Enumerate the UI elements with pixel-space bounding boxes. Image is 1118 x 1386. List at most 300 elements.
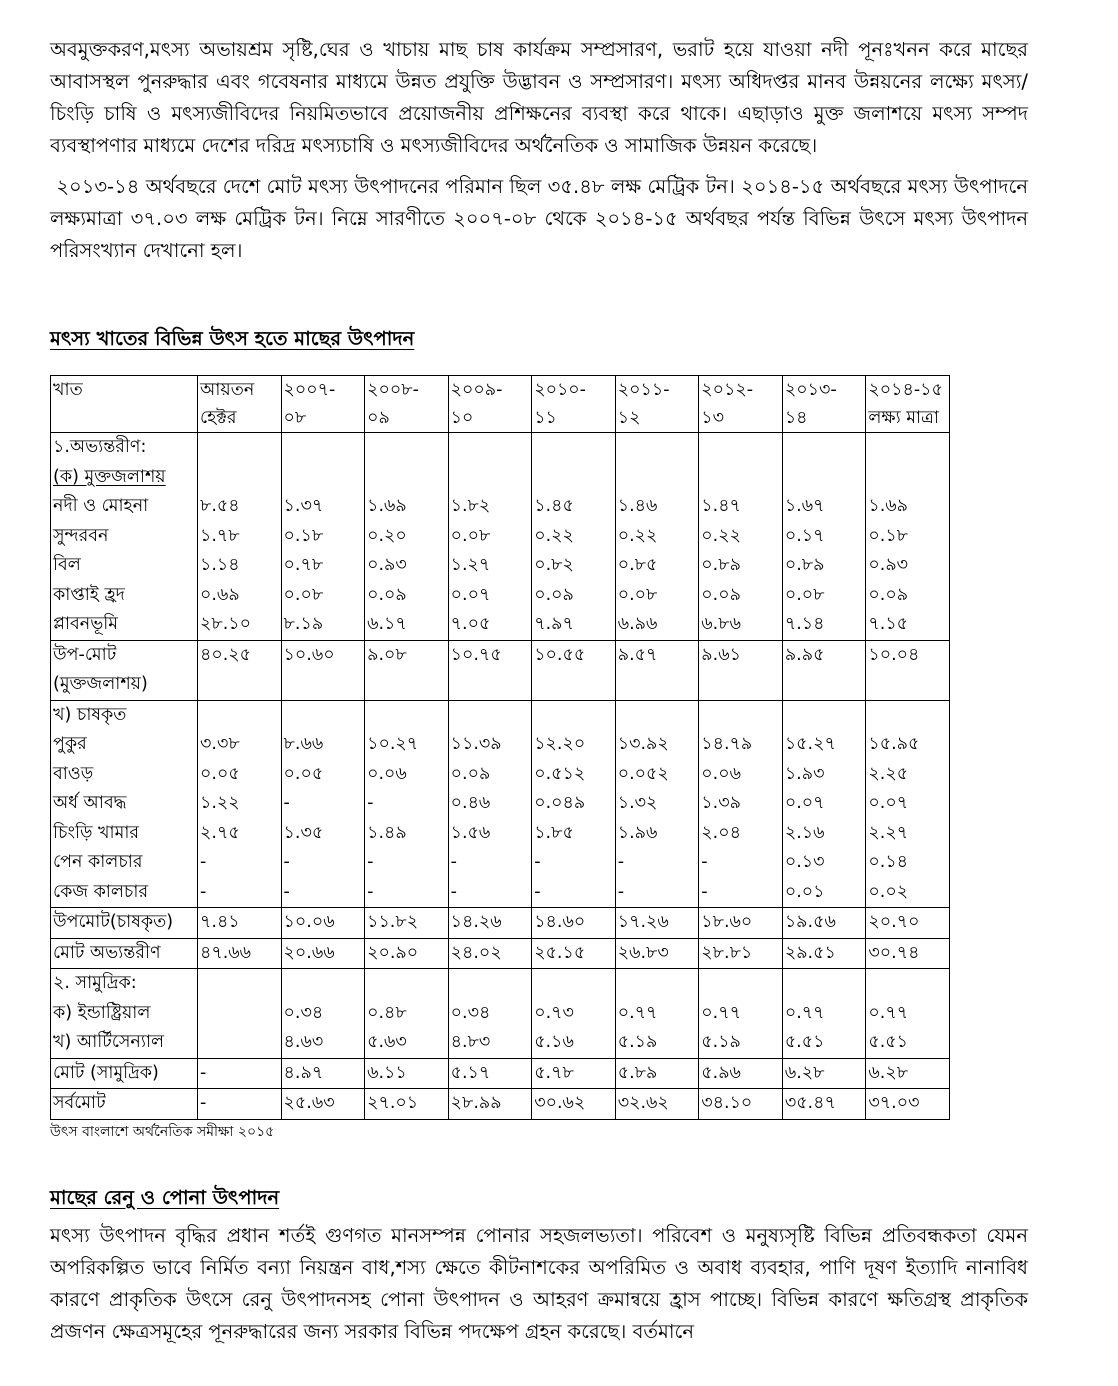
cell-value [618,670,697,700]
value-cell [281,938,365,969]
cell-value: ০.৯৩ [868,555,909,575]
value-cell [532,640,616,700]
value-cell [532,700,616,908]
value-cell [699,969,783,1059]
value-cell [365,1058,449,1089]
cell-value: ০.৪৬ [450,793,491,813]
cell-value: - [283,852,290,872]
spacer-line [785,463,864,493]
header-cell-line: হেক্টর [200,408,237,428]
cell-value: ০.১৮ [868,525,909,546]
intro-paragraph: অবমুক্তকরণ,মৎস্য অভায়শ্রম সৃষ্টি,ঘের ও খাচায় মাছ চাষ কার্যক্রম সম্প্রসারণ, ভরাট হয়ে যাওয়া নদী পূনঃখনন করে মাছের আবাসস্থল পুনরুদ্ধার এবং গবেষনার মাধ্যমে উন্নত প্রযুক্তি উদ্ভাবন ও সম্প্রসারণ। মৎস্য অধিদপ্তর মানব উন্নয়নের লক্ষ্যে মৎস্য/চিংড়ি চাষি ও মৎস্যজীবিদের নিয়মিতভাবে প্রয়োজনীয় প্রশিক্ষনের ব্যবস্থা করে থাকে। এছাড়াও মুক্ত জলাশয়ে মৎস্য সম্পদ ব্যবস্থাপণার মাধ্যমে দেশের দরিদ্র মৎস্যচাষি ও মৎস্যজীবিদের অর্থনৈতিক ও সামাজিক উন্নয়ন করেছে। [50,38,1028,157]
header-cell [281,376,365,433]
cell-value: - [367,793,374,813]
cell-value [367,670,446,700]
value-cell [782,433,866,641]
row-label: পেন কালচার [53,852,143,872]
cell-value [200,999,279,1029]
value-cell [281,433,365,641]
spacer-line [618,969,697,999]
cell-value: - [534,881,541,902]
cell-value: ১.৪৫ [534,496,574,516]
cell-value: ৫.৯৬ [701,1062,741,1083]
cell-value [701,670,780,700]
value-cell [699,1089,783,1120]
row-label: ক) ইন্ডাষ্ট্রিয়াল [53,1002,151,1023]
value-cell [615,908,699,939]
cell-value: - [534,852,541,872]
value-cell [699,640,783,700]
value-cell [532,908,616,939]
value-cell [532,433,616,641]
row-label: অর্ধ আবদ্ধ [53,793,127,813]
cell-value: - [617,852,625,872]
cell-value: ৪.৮৩ [450,1032,491,1052]
cell-value: ১.৭৮ [200,525,240,546]
spacer-line [451,433,530,463]
cell-value: ০.৮২ [534,555,574,575]
fish-production-table [50,375,950,1120]
cell-value: ৩২.৬২ [617,1093,669,1113]
spacer-line [534,463,613,493]
cell-value [868,670,947,700]
cell-value: ০.০৬ [701,763,741,784]
value-cell [198,938,282,969]
cell-value: ৬.১৭ [367,614,407,634]
cell-value: ০.৭৭ [617,1002,658,1023]
value-cell [281,640,365,700]
cell-value: ৭.৪১ [200,912,240,932]
table-row [51,908,950,939]
spacer-line [367,969,446,999]
cell-value: ২০.৬৬ [283,942,335,963]
value-cell [615,1058,699,1089]
cell-value: ৪.৬৩ [283,1032,324,1052]
value-cell [782,969,866,1059]
cell-value: - [200,1062,207,1083]
cell-value: ৫.৫১ [784,1032,825,1052]
spacer-line [284,701,363,731]
cell-value: ৩.৩৮ [200,734,240,754]
spacer-line [451,463,530,493]
cell-value: - [200,1093,207,1113]
cell-value: - [200,881,207,902]
table-row [51,938,950,969]
row-label: প্লাবনভূমি [53,614,118,634]
cell-value: ৯.৯৫ [784,644,825,665]
spacer-line [868,463,947,493]
cell-value: ১.৩২ [617,793,658,813]
cell-value: ১৪.৭৯ [701,734,753,754]
table-row [51,433,950,641]
table-row [51,1058,950,1089]
value-cell [699,1058,783,1089]
header-cell-line: আয়তন [200,380,255,400]
header-cell-line: ২০০৮- [367,380,419,400]
cell-value: ১.৯৬ [617,822,658,843]
header-cell [866,376,950,433]
cell-value: ০.২২ [534,525,574,546]
cell-value: ৮.১৯ [283,614,324,634]
cell-value: ৪.৯৭ [283,1062,324,1083]
value-cell [532,1058,616,1089]
spacer-line [785,969,864,999]
spacer-line [701,969,780,999]
value-cell [866,700,950,908]
value-cell [866,938,950,969]
cell-value: ০.০৭ [784,793,825,813]
cell-value: ০.০২ [868,881,909,902]
production-paragraph: ২০১৩-১৪ অর্থবছরে দেশে মোট মৎস্য উৎপাদনের পরিমান ছিল ৩৫.৪৮ লক্ষ মেট্রিক টন। ২০১৪-১৫ অর্থবছরে মৎস্য উৎপাদনে লক্ষ্যমাত্রা ৩৭.০৩ লক্ষ মেট্রিক টন। নিম্নে সারণীতে ২০০৭-০৮ থেকে ২০১৪-১৫ অর্থবছর পর্যন্ত বিভিন্ন উৎসে মৎস্য উৎপাদন পরিসংখ্যান দেখানো হল। [50,175,1035,262]
value-cell [866,969,950,1059]
cell-value: ৫.৮৯ [617,1062,658,1083]
cell-value: ১৪.৬০ [534,912,586,932]
value-cell [448,969,532,1059]
cell-value: ০.০৮ [283,584,324,605]
header-cell-line: ১২ [617,408,641,428]
cell-value: ০.৭৭ [868,1002,909,1023]
value-cell [615,969,699,1059]
row-label: পুকুর [53,734,87,754]
document-page [50,34,1035,1348]
cell-value: ২৮.৮১ [701,942,753,963]
cell-value: - [283,793,290,813]
cell-value: ০.৫১২ [534,763,586,784]
cell-value [200,670,279,700]
header-cell-line: ২০১৪-১৫ [868,380,943,400]
header-cell-line: ০৮ [283,408,307,428]
spacer-line [618,433,697,463]
cell-value: ২৮.১০ [200,614,252,634]
table-title: মৎস্য খাতের বিভিন্ন উৎস হতে মাছের উৎপাদন [50,327,415,350]
cell-value: ০.০৬ [367,763,407,784]
cell-value: ১১.৮২ [367,912,419,932]
value-cell [615,1089,699,1120]
cell-value: ০.২০ [367,525,407,546]
cell-value: ২৪.০২ [450,942,502,963]
value-cell [198,433,282,641]
cell-value: ০.৭৭ [701,1002,741,1023]
cell-value: ৬.৮৬ [701,614,741,634]
cell-value: ১৯.৫৬ [784,912,836,932]
cell-value: ১.৮২ [450,496,491,516]
cell-value: ২.২৭ [868,822,909,843]
cell-value: ২.৭৫ [200,822,240,843]
header-cell-line: ০৯ [367,408,390,428]
spacer-line [451,969,530,999]
header-cell-line: লক্ষ্য মাত্রা [868,408,939,428]
cell-value: ৮.৬৬ [283,734,324,754]
cell-value: ২.১৬ [784,822,825,843]
cell-value: ০.৭৩ [534,1002,574,1023]
cell-value: ০.০৭ [868,793,909,813]
cell-value: ২৫.৬৩ [283,1093,335,1113]
row-label-cell [51,1089,198,1120]
cell-value: - [367,881,374,902]
group-label: ২. সামুদ্রিক: [53,973,137,993]
section2-paragraph: মৎস্য উৎপাদন বৃদ্ধির প্রধান শর্তই গুণগত মানসম্পন্ন পোনার সহজলভ্যতা। পরিবেশ ও মনুষ্যসৃষ্টি বিভিন্ন প্রতিবন্ধকতা যেমন অপরিকল্পিত ভাবে নির্মিত বন্যা নিয়ন্ত্রন বাধ,শস্য ক্ষেতে কীটনাশকের অপরিমিত ও অবাধ ব্যবহার, পাণি দূষণ ইত্যাদি নানাবিধ কারণে প্রাকৃতিক উৎসে রেনু উৎপাদনসহ পোনা উৎপাদন ও আহরণ ক্রমান্বয়ে হ্রাস পাচ্ছে। বিভিন্ন কারণে ক্ষতিগ্রস্থ প্রাকৃতিক প্রজণন ক্ষেত্রসমূহের পূনরুদ্ধারের জন্য সরকার বিভিন্ন পদক্ষেপ গ্রহন করেছে। বর্তমানে [50,1223,1028,1343]
cell-value: ০.৮৯ [701,555,741,575]
row-label: মোট (সামুদ্রিক) [53,1062,159,1083]
spacer-line [868,433,947,463]
cell-value: ১২.২০ [534,734,586,754]
cell-value: ৬.২৮ [868,1062,909,1083]
spacer-line [701,701,780,731]
cell-value: ১.১৪ [200,555,240,575]
row-label-cell [51,700,198,908]
cell-value: - [200,852,207,872]
value-cell [281,969,365,1059]
cell-value: ২৮.৯৯ [450,1093,502,1113]
spacer-line [200,969,279,999]
spacer-line [534,701,613,731]
row-label: চিংড়ি খামার [53,822,140,843]
cell-value: ৫.১৯ [701,1032,741,1052]
value-cell [281,1058,365,1089]
cell-value: ২.০৪ [701,822,741,843]
cell-value: ১০.০৬ [283,912,335,932]
cell-value: ১৩.৯২ [617,734,669,754]
cell-value: ১০.২৭ [367,734,419,754]
spacer-line [534,969,613,999]
spacer-line [284,463,363,493]
cell-value: ২০.৭০ [868,912,920,932]
value-cell [782,640,866,700]
cell-value: ৪০.২৫ [200,644,252,665]
cell-value: ১৭.২৬ [617,912,669,932]
cell-value: ০.১৪ [868,852,909,872]
header-cell [198,376,282,433]
cell-value: ১.৮৫ [534,822,574,843]
cell-value: - [701,881,708,902]
value-cell [866,1058,950,1089]
row-label-cell [51,640,198,700]
header-cell-line: খাত [53,380,83,400]
spacer-line [451,701,530,731]
cell-value [534,670,613,700]
group-label: (ক) মুক্তজলাশয় [53,466,166,487]
header-cell-line: ১১ [534,408,557,428]
row-label-cell [51,969,198,1059]
value-cell [782,1089,866,1120]
cell-value [451,670,530,700]
header-cell-line: ১৩ [701,408,725,428]
cell-value: ৩৪.১০ [701,1093,753,1113]
header-cell [365,376,449,433]
value-cell [198,1058,282,1089]
cell-value: ১.৬৯ [868,496,909,516]
value-cell [448,908,532,939]
spacer-line [200,701,279,731]
cell-value: ০.০৯ [868,584,909,605]
header-cell-line: ২০১২- [701,380,754,400]
cell-value: ৫.১৭ [450,1062,491,1083]
row-label: বিল [53,555,81,575]
header-cell [448,376,532,433]
source-note: উৎস বাংলাশে অর্থনৈতিক সমীক্ষা ২০১৫ [50,1123,275,1140]
value-cell [281,700,365,908]
cell-value: ২.২৫ [868,763,909,784]
cell-value: ০.০৫২ [617,763,669,784]
header-cell-line: ২০০৯- [450,380,503,400]
header-cell [615,376,699,433]
value-cell [699,938,783,969]
cell-value: ৫.৫১ [868,1032,909,1052]
value-cell [365,433,449,641]
cell-value: ০.১৭ [784,525,825,546]
cell-value: ১.৪৯ [367,822,407,843]
spacer-line [200,433,279,463]
spacer-line [284,433,363,463]
table-row [51,1089,950,1120]
cell-value: ১৫.৯৫ [868,734,920,754]
header-cell-line: ২০১৩- [784,380,837,400]
cell-value: ২৫.১৫ [534,942,586,963]
value-cell [198,1089,282,1120]
group-label: ১.অভ্যন্তরীণ: [53,437,147,457]
cell-value: ০.৭৮ [283,555,324,575]
cell-value: ৯.৬১ [701,644,741,665]
spacer-line [200,463,279,493]
table-row [51,640,950,700]
cell-value: ৬.১১ [367,1062,407,1083]
cell-value: ১.২২ [200,793,240,813]
cell-value [284,670,363,700]
cell-value: ৩০.৬২ [534,1093,586,1113]
table-row [51,700,950,908]
cell-value: - [367,852,374,872]
cell-value: ৪৭.৬৬ [200,942,252,963]
cell-value: ০.২২ [701,525,741,546]
cell-value: ০.৯৩ [367,555,407,575]
cell-value: ১.৬৭ [784,496,825,516]
row-label: (মুক্তজলাশয়) [53,674,148,694]
spacer-line [868,969,947,999]
value-cell [699,908,783,939]
group-label: খ) চাষকৃত [53,704,127,725]
value-cell [448,640,532,700]
cell-value: - [450,881,457,902]
cell-value: ৫.১৯ [617,1032,658,1052]
cell-value: ২৯.৫১ [784,942,836,963]
value-cell [198,969,282,1059]
cell-value: ৩৫.৪৭ [784,1093,836,1113]
spacer-line [701,433,780,463]
cell-value: ৬.৯৬ [617,614,658,634]
cell-value: ১.৪৭ [701,496,741,516]
header-cell-line: ২০১০- [534,380,586,400]
cell-value: ০.৮৫ [617,555,658,575]
value-cell [448,433,532,641]
value-cell [365,908,449,939]
cell-value: ০.০৯ [367,584,407,605]
value-cell [615,640,699,700]
header-cell-line: ২০১১- [617,380,670,400]
value-cell [782,1058,866,1089]
cell-value: ১৪.২৬ [450,912,502,932]
value-cell [365,700,449,908]
value-cell [866,640,950,700]
cell-value: ১.২৭ [450,555,491,575]
row-label-cell [51,1058,198,1089]
cell-value: ০.১৮ [283,525,324,546]
cell-value: ১০.৬০ [283,644,335,665]
row-label-cell [51,908,198,939]
table-row [51,969,950,1059]
spacer-line [785,701,864,731]
value-cell [198,908,282,939]
header-cell [782,376,866,433]
spacer-line [367,463,446,493]
value-cell [866,433,950,641]
cell-value: ১.৪৬ [617,496,658,516]
cell-value: ০.০৮ [450,525,491,546]
cell-value: ১০.০৪ [868,644,920,665]
row-label: বাওড় [53,763,94,784]
cell-value: ১০.৭৫ [450,644,502,665]
cell-value: ০.০৪৯ [534,793,586,813]
cell-value [785,670,864,700]
value-cell [365,1089,449,1120]
spacer-line [785,433,864,463]
cell-value: ০.০১ [784,881,825,902]
cell-value: - [617,881,625,902]
cell-value [200,1028,279,1058]
cell-value: ২৬.৮৩ [617,942,669,963]
cell-value: ০.০৫ [283,763,324,784]
cell-value: ০.৮৯ [784,555,825,575]
cell-value: ১.৩৫ [283,822,324,843]
value-cell [365,640,449,700]
cell-value: ৯.৫৭ [617,644,658,665]
row-label: কাপ্তাই হ্রদ [53,584,125,605]
cell-value: ০.০৫ [200,763,240,784]
cell-value: ০.০৯ [534,584,574,605]
cell-value: ০.০৯ [701,584,741,605]
value-cell [365,938,449,969]
cell-value: ০.১৩ [784,852,825,872]
cell-value: ০.৭৭ [784,1002,825,1023]
cell-value: - [283,881,290,902]
cell-value: ৫.৬৩ [367,1032,407,1052]
value-cell [448,1089,532,1120]
header-cell [699,376,783,433]
cell-value: ০.২২ [617,525,658,546]
row-label-cell [51,938,198,969]
spacer-line [534,433,613,463]
row-label: কেজ কালচার [53,881,149,902]
value-cell [782,908,866,939]
cell-value: ০.৩৪ [283,1002,324,1023]
value-cell [532,1089,616,1120]
value-cell [532,938,616,969]
row-label: উপমোট(চাষকৃত) [53,912,174,932]
cell-value: ৩৭.০৩ [868,1093,920,1113]
spacer-line [701,463,780,493]
spacer-line [618,701,697,731]
cell-value: ০.৬৯ [200,584,240,605]
cell-value: - [450,852,457,872]
value-cell [365,969,449,1059]
value-cell [615,700,699,908]
cell-value: ৫.৭৮ [534,1062,574,1083]
value-cell [699,433,783,641]
row-label: মোট অভ্যন্তরীণ [53,942,161,963]
row-label: সর্বমোট [53,1093,106,1113]
cell-value: ০.৩৪ [450,1002,491,1023]
cell-value: ৯.০৮ [367,644,407,665]
cell-value: ২০.৯০ [367,942,419,963]
